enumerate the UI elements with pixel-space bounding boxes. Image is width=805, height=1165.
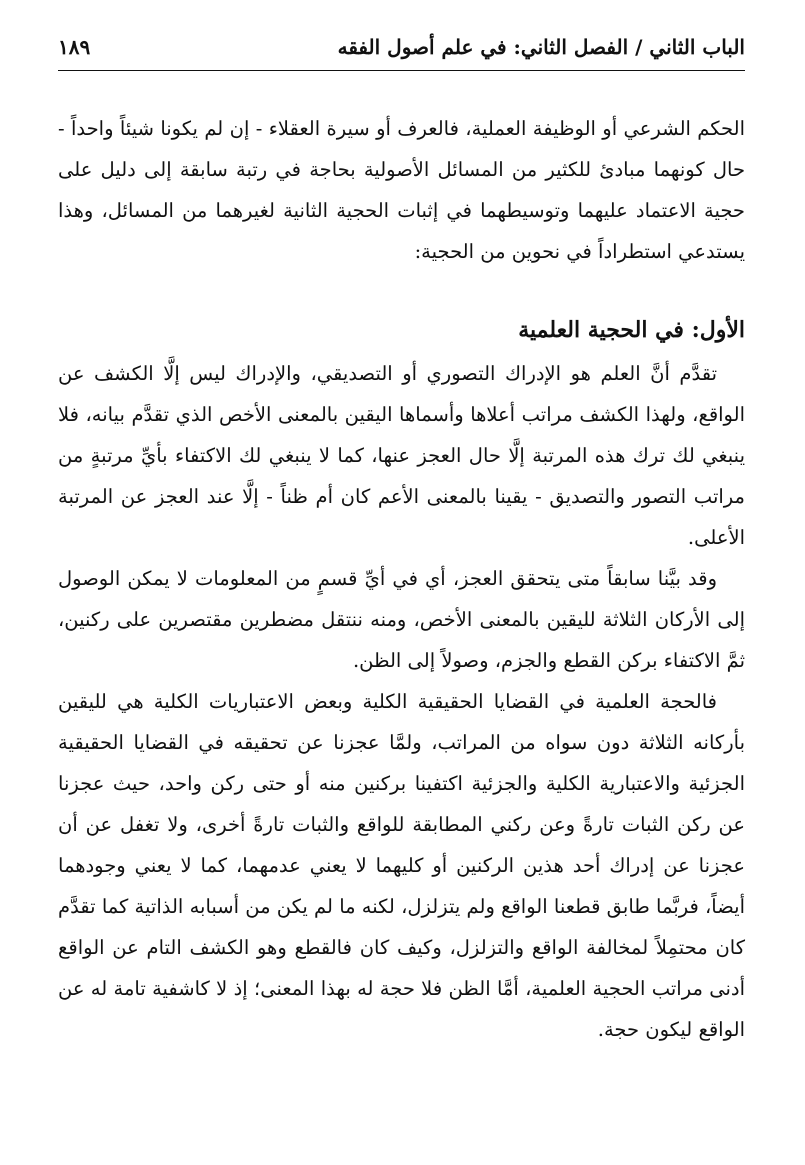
body-paragraph: تقدَّم أنَّ العلم هو الإدراك التصوري أو التصديقي، والإدراك ليس إلَّا الكشف عن الواقع، ولهذا الكشف مراتب أعلاها وأسماها اليقين بالمعنى الأخص الذي تقدَّم بيانه، فلا ينبغي لك ترك هذه المرتبة إلَّا حال العجز عنها، كما لا ينبغي لك الاكتفاء بأيِّ مرتبةٍ من مراتب التصور والتصديق - يقينا بالمعنى الأعم كان أم ظناً - إلَّا عند العجز عن المرتبة الأعلى. [58,362,745,549]
body-paragraph: فالحجة العلمية في القضايا الحقيقية الكلية وبعض الاعتباريات الكلية هي لليقين بأركانه الثلاثة دون سواه من المراتب، ولمَّا عجزنا عن تحقيقه في القضايا الحقيقية الجزئية والاعتبارية الكلية والجزئية اكتفينا بركنين منه أو حتى ركن واحد، حيث عجزنا عن ركن الثبات تارةً وعن ركني المطابقة للواقع والثبات تارةً أخرى، ولا تغفل عن أن عجزنا عن إدراك أحد هذين الركنين أو كليهما لا يعني عدمهما، كما لا يعني وجودهما أيضاً، فربَّما طابق قطعنا الواقع ولم يتزلزل، لكنه ما لم يكن من أسبابه الذاتية كما تقدَّم كان محتمِلاً لمخالفة الواقع والتزلزل، وكيف كان فالقطع وهو الكشف التام عن الواقع أدنى مراتب الحجية العلمية، أمَّا الظن فلا حجة له بهذا المعنى؛ إذ لا كاشفية تامة له عن الواقع ليكون حجة. [58,690,745,1041]
running-header [58,30,745,64]
intro-paragraph: الحكم الشرعي أو الوظيفة العملية، فالعرف أو سيرة العقلاء - إن لم يكونا شيئاً واحداً - حال كونهما مبادئ للكثير من المسائل الأصولية بحاجة في رتبة سابقة إلى دليل على حجية الاعتماد عليهما وتوسيطهما في إثبات الحجية الثانية لغيرهما من المسائل، وهذا يستدعي استطراداً في نحوين من الحجية: [58,117,745,263]
chapter-title: الباب الثاني / الفصل الثاني: في علم أصول الفقه [337,35,745,59]
header-divider [58,70,745,71]
page-body [58,108,745,1050]
section-heading: الأول: في الحجية العلمية [518,317,745,343]
page-number: ١٨٩ [58,35,91,59]
body-paragraph: وقد بيَّنا سابقاً متى يتحقق العجز، أي في أيِّ قسمٍ من المعلومات لا يمكن الوصول إلى الأركان الثلاثة لليقين بالمعنى الأخص، ومنه ننتقل مضطرين مقتصرين على ركنين، ثمَّ الاكتفاء بركن القطع والجزم، وصولاً إلى الظن. [58,567,745,672]
